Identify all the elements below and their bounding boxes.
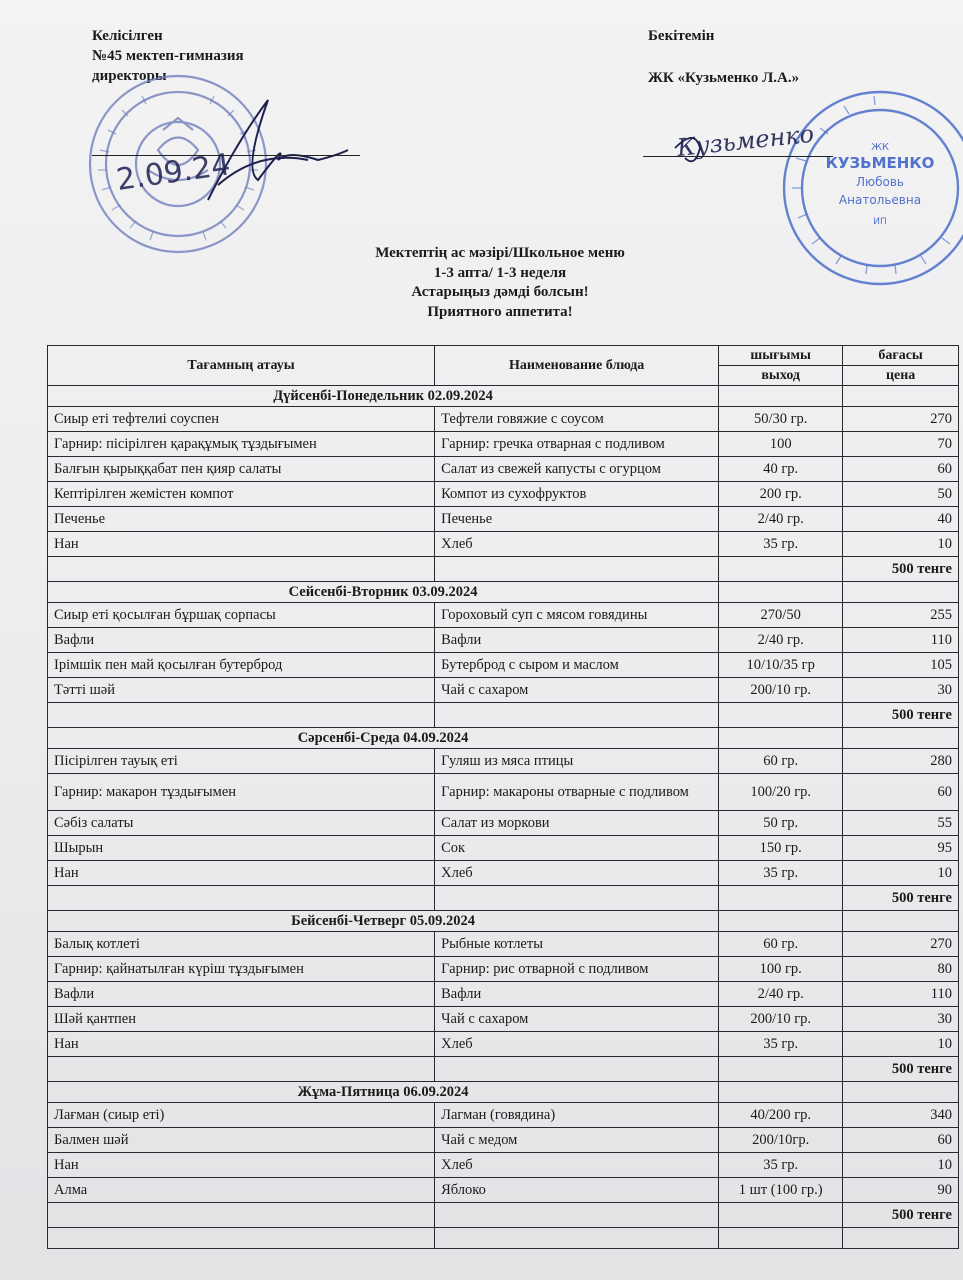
- dish-name-kz: Балық котлеті: [48, 932, 435, 957]
- empty-cell: [719, 582, 843, 603]
- dish-name-kz: Гарнир: макарон тұздығымен: [48, 774, 435, 811]
- director-label: директоры: [92, 68, 167, 84]
- dish-price: 70: [843, 432, 959, 457]
- empty-cell: [843, 582, 959, 603]
- dish-price: 90: [843, 1178, 959, 1203]
- empty-cell: [719, 1228, 843, 1249]
- dish-output: 2/40 гр.: [719, 628, 843, 653]
- empty-cell: [48, 1228, 435, 1249]
- menu-body: [48, 386, 959, 1249]
- dish-output: 35 гр.: [719, 861, 843, 886]
- dish-price: 10: [843, 1032, 959, 1057]
- day-total-row: [48, 1203, 959, 1228]
- dish-name-kz: Вафли: [48, 982, 435, 1007]
- signature-date: 2.09.24: [114, 147, 233, 198]
- dish-name-ru: Гуляш из мяса птицы: [435, 749, 719, 774]
- menu-item-row: [48, 603, 959, 628]
- menu-item-row: [48, 774, 959, 811]
- menu-item-row: [48, 861, 959, 886]
- dish-output: 100 гр.: [719, 957, 843, 982]
- dish-price: 105: [843, 653, 959, 678]
- dish-name-ru: Вафли: [435, 628, 719, 653]
- dish-name-ru: Гарнир: макароны отварные с подливом: [435, 774, 719, 811]
- week-label: 1-3 апта/ 1-3 неделя: [433, 264, 567, 281]
- dish-name-ru: Чай с сахаром: [435, 1007, 719, 1032]
- menu-title: Мектептің ас мәзірі/Школьное меню: [375, 245, 625, 261]
- dish-name-ru: Гороховый суп с мясом говядины: [435, 603, 719, 628]
- dish-name-ru: Чай с медом: [435, 1128, 719, 1153]
- menu-table: [47, 345, 959, 1249]
- dish-name-kz: Сиыр еті тефтелиі соуспен: [48, 407, 435, 432]
- menu-item-row: [48, 628, 959, 653]
- menu-item-row: [48, 653, 959, 678]
- menu-item-row: [48, 1178, 959, 1203]
- dish-name-kz: Лағман (сиыр еті): [48, 1103, 435, 1128]
- dish-name-kz: Пісірілген тауық еті: [48, 749, 435, 774]
- dish-price: 340: [843, 1103, 959, 1128]
- empty-cell: [435, 703, 719, 728]
- menu-item-row: [48, 932, 959, 957]
- dish-output: 200/10гр.: [719, 1128, 843, 1153]
- stamp-text-line3: Любовь: [855, 175, 905, 189]
- dish-name-ru: Бутерброд с сыром и маслом: [435, 653, 719, 678]
- dish-name-ru: Лагман (говядина): [435, 1103, 719, 1128]
- dish-name-kz: Алма: [48, 1178, 435, 1203]
- day-total: 500 тенге: [843, 557, 959, 582]
- menu-item-row: [48, 1032, 959, 1057]
- menu-item-row: [48, 982, 959, 1007]
- day-header-row: [48, 911, 959, 932]
- dish-name-kz: Нан: [48, 532, 435, 557]
- dish-name-ru: Рыбные котлеты: [435, 932, 719, 957]
- dish-name-ru: Хлеб: [435, 1153, 719, 1178]
- dish-price: 270: [843, 407, 959, 432]
- day-total-row: [48, 703, 959, 728]
- dish-output: 2/40 гр.: [719, 507, 843, 532]
- dish-output: 200/10 гр.: [719, 1007, 843, 1032]
- empty-cell: [48, 703, 435, 728]
- approval-right-block: [648, 26, 799, 88]
- dish-output: 60 гр.: [719, 749, 843, 774]
- empty-cell: [843, 1082, 959, 1103]
- day-total: 500 тенге: [843, 1057, 959, 1082]
- dish-price: 30: [843, 1007, 959, 1032]
- header-name-ru: Наименование блюда: [435, 346, 719, 386]
- dish-name-ru: Яблоко: [435, 1178, 719, 1203]
- menu-title-block: [300, 244, 700, 322]
- dish-name-kz: Балмен шәй: [48, 1128, 435, 1153]
- menu-item-row: [48, 1153, 959, 1178]
- entrepreneur-name: ЖК «Кузьменко Л.А.»: [648, 70, 800, 86]
- approve-label: Бекітемін: [648, 28, 715, 44]
- dish-output: 35 гр.: [719, 1032, 843, 1057]
- empty-cell: [719, 911, 843, 932]
- empty-cell: [719, 728, 843, 749]
- empty-cell: [435, 1228, 719, 1249]
- empty-cell: [843, 1228, 959, 1249]
- dish-name-ru: Гарнир: рис отварной с подливом: [435, 957, 719, 982]
- dish-name-ru: Печенье: [435, 507, 719, 532]
- dish-name-ru: Тефтели говяжие с соусом: [435, 407, 719, 432]
- day-header-row: [48, 582, 959, 603]
- menu-item-row: [48, 957, 959, 982]
- empty-cell: [435, 557, 719, 582]
- menu-item-row: [48, 678, 959, 703]
- dish-name-ru: Компот из сухофруктов: [435, 482, 719, 507]
- dish-output: 50 гр.: [719, 811, 843, 836]
- agreed-label: Келісілген: [92, 28, 163, 44]
- menu-item-row: [48, 811, 959, 836]
- empty-cell: [48, 557, 435, 582]
- bon-appetit-kz: Астарыңыз дәмді болсын!: [411, 284, 589, 300]
- dish-price: 60: [843, 457, 959, 482]
- day-title: Сәрсенбі-Среда 04.09.2024: [48, 728, 719, 749]
- empty-cell: [48, 1203, 435, 1228]
- stamp-text-line2: КУЗЬМЕНКО: [825, 154, 935, 172]
- empty-cell: [719, 386, 843, 407]
- dish-name-kz: Ірімшік пен май қосылған бутерброд: [48, 653, 435, 678]
- dish-name-kz: Печенье: [48, 507, 435, 532]
- dish-name-kz: Вафли: [48, 628, 435, 653]
- dish-price: 55: [843, 811, 959, 836]
- day-title: Дүйсенбі-Понедельник 02.09.2024: [48, 386, 719, 407]
- dish-name-kz: Шәй қантпен: [48, 1007, 435, 1032]
- menu-item-row: [48, 749, 959, 774]
- empty-cell: [435, 886, 719, 911]
- menu-item-row: [48, 507, 959, 532]
- dish-name-ru: Хлеб: [435, 861, 719, 886]
- dish-price: 255: [843, 603, 959, 628]
- menu-item-row: [48, 407, 959, 432]
- dish-output: 40/200 гр.: [719, 1103, 843, 1128]
- dish-name-ru: Вафли: [435, 982, 719, 1007]
- empty-cell: [843, 728, 959, 749]
- dish-price: 280: [843, 749, 959, 774]
- dish-output: 35 гр.: [719, 1153, 843, 1178]
- dish-name-ru: Салат из моркови: [435, 811, 719, 836]
- empty-cell: [435, 1203, 719, 1228]
- dish-output: 40 гр.: [719, 457, 843, 482]
- header-output-ru: выход: [719, 366, 843, 386]
- dish-output: 10/10/35 гр: [719, 653, 843, 678]
- dish-price: 80: [843, 957, 959, 982]
- dish-output: 150 гр.: [719, 836, 843, 861]
- dish-output: 270/50: [719, 603, 843, 628]
- dish-output: 60 гр.: [719, 932, 843, 957]
- menu-item-row: [48, 1103, 959, 1128]
- empty-cell: [719, 1203, 843, 1228]
- blank-row: [48, 1228, 959, 1249]
- dish-name-kz: Сиыр еті қосылған бұршақ сорпасы: [48, 603, 435, 628]
- empty-cell: [719, 703, 843, 728]
- dish-name-kz: Нан: [48, 1153, 435, 1178]
- dish-price: 10: [843, 1153, 959, 1178]
- empty-cell: [843, 911, 959, 932]
- dish-price: 30: [843, 678, 959, 703]
- dish-name-kz: Сәбіз салаты: [48, 811, 435, 836]
- day-total: 500 тенге: [843, 703, 959, 728]
- dish-output: 100/20 гр.: [719, 774, 843, 811]
- entrepreneur-signature: Кузьменко: [675, 119, 816, 162]
- dish-price: 60: [843, 1128, 959, 1153]
- empty-cell: [719, 1057, 843, 1082]
- day-header-row: [48, 1082, 959, 1103]
- dish-output: 2/40 гр.: [719, 982, 843, 1007]
- dish-name-ru: Хлеб: [435, 1032, 719, 1057]
- stamp-text-line5: ИП: [873, 217, 887, 227]
- header-price-kz: бағасы: [843, 346, 959, 366]
- day-header-row: [48, 386, 959, 407]
- empty-cell: [48, 1057, 435, 1082]
- dish-price: 40: [843, 507, 959, 532]
- left-signature-line: [92, 155, 360, 156]
- dish-price: 50: [843, 482, 959, 507]
- dish-output: 100: [719, 432, 843, 457]
- dish-name-ru: Сок: [435, 836, 719, 861]
- empty-cell: [843, 386, 959, 407]
- dish-name-kz: Тәтті шәй: [48, 678, 435, 703]
- header-price-ru: цена: [843, 366, 959, 386]
- dish-name-kz: Шырын: [48, 836, 435, 861]
- menu-item-row: [48, 836, 959, 861]
- menu-item-row: [48, 482, 959, 507]
- empty-cell: [719, 1082, 843, 1103]
- menu-item-row: [48, 1128, 959, 1153]
- dish-output: 1 шт (100 гр.): [719, 1178, 843, 1203]
- dish-name-kz: Кептірілген жемістен компот: [48, 482, 435, 507]
- day-header-row: [48, 728, 959, 749]
- dish-name-kz: Гарнир: пісірілген қарақұмық тұздығымен: [48, 432, 435, 457]
- stamp-text-line1: ЖК: [871, 142, 889, 153]
- dish-price: 60: [843, 774, 959, 811]
- dish-name-ru: Гарнир: гречка отварная с подливом: [435, 432, 719, 457]
- day-total-row: [48, 886, 959, 911]
- day-title: Сейсенбі-Вторник 03.09.2024: [48, 582, 719, 603]
- dish-price: 95: [843, 836, 959, 861]
- day-total: 500 тенге: [843, 1203, 959, 1228]
- empty-cell: [48, 886, 435, 911]
- school-seal-stamp: [38, 70, 368, 260]
- dish-name-ru: Салат из свежей капусты с огурцом: [435, 457, 719, 482]
- dish-name-kz: Нан: [48, 1032, 435, 1057]
- dish-name-kz: Балғын қырыққабат пен қияр салаты: [48, 457, 435, 482]
- dish-output: 200 гр.: [719, 482, 843, 507]
- dish-name-kz: Гарнир: қайнатылған күріш тұздығымен: [48, 957, 435, 982]
- dish-output: 35 гр.: [719, 532, 843, 557]
- stamp-text-line4: Анатольевна: [838, 193, 922, 207]
- school-name: №45 мектеп-гимназия: [92, 48, 244, 64]
- dish-price: 110: [843, 628, 959, 653]
- day-total-row: [48, 1057, 959, 1082]
- dish-price: 10: [843, 861, 959, 886]
- header-output-kz: шығымы: [719, 346, 843, 366]
- dish-name-ru: Чай с сахаром: [435, 678, 719, 703]
- menu-item-row: [48, 532, 959, 557]
- dish-name-kz: Нан: [48, 861, 435, 886]
- bon-appetit-ru: Приятного аппетита!: [427, 303, 573, 320]
- dish-price: 270: [843, 932, 959, 957]
- day-total-row: [48, 557, 959, 582]
- dish-name-ru: Хлеб: [435, 532, 719, 557]
- empty-cell: [719, 557, 843, 582]
- day-title: Бейсенбі-Четверг 05.09.2024: [48, 911, 719, 932]
- menu-item-row: [48, 1007, 959, 1032]
- menu-item-row: [48, 432, 959, 457]
- dish-price: 10: [843, 532, 959, 557]
- empty-cell: [435, 1057, 719, 1082]
- menu-item-row: [48, 457, 959, 482]
- day-title: Жұма-Пятница 06.09.2024: [48, 1082, 719, 1103]
- header-name-kz: Тағамның атауы: [48, 346, 435, 386]
- right-signature-line: [643, 156, 833, 157]
- dish-output: 50/30 гр.: [719, 407, 843, 432]
- dish-price: 110: [843, 982, 959, 1007]
- dish-output: 200/10 гр.: [719, 678, 843, 703]
- day-total: 500 тенге: [843, 886, 959, 911]
- empty-cell: [719, 886, 843, 911]
